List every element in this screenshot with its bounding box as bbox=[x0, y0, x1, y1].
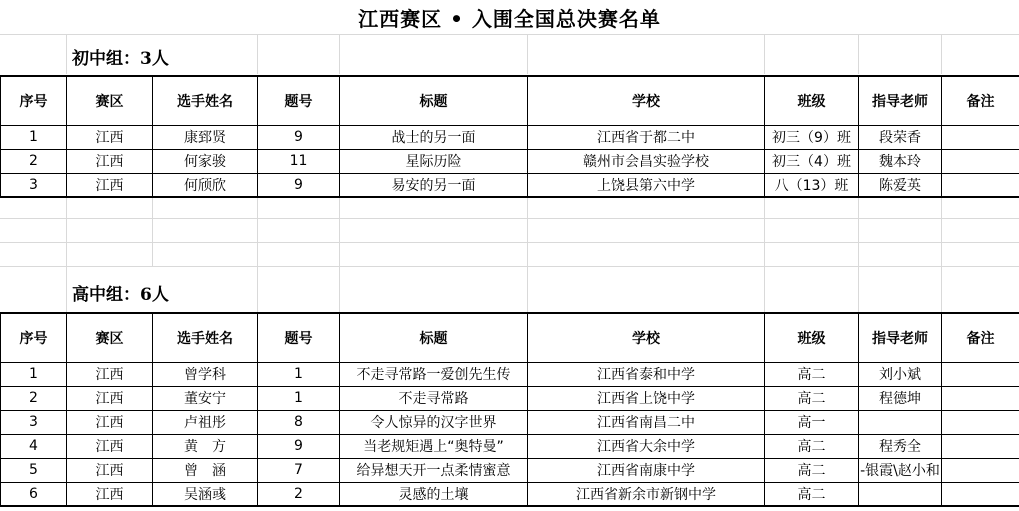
cell bbox=[942, 149, 1019, 173]
column-header: 备注 bbox=[942, 313, 1019, 362]
cell: 战士的另一面 bbox=[340, 125, 528, 149]
cell: 魏本玲 bbox=[859, 149, 942, 173]
cell bbox=[942, 410, 1019, 434]
cell: 当老规矩遇上“奥特曼” bbox=[340, 434, 528, 458]
column-header: 序号 bbox=[1, 313, 67, 362]
cell: 高二 bbox=[765, 386, 859, 410]
group-label-junior: 初中组：3人 bbox=[72, 48, 169, 69]
grid-line bbox=[66, 196, 67, 312]
cell bbox=[942, 386, 1019, 410]
table-row bbox=[1, 434, 1019, 458]
cell bbox=[942, 125, 1019, 149]
cell: 高二 bbox=[765, 434, 859, 458]
column-header: 赛区 bbox=[67, 313, 153, 362]
cell: 初三（9）班 bbox=[765, 125, 859, 149]
cell: 吴涵彧 bbox=[153, 482, 258, 506]
cell bbox=[859, 482, 942, 506]
cell bbox=[859, 410, 942, 434]
cell: 曾学科 bbox=[153, 362, 258, 386]
cell: 4 bbox=[1, 434, 67, 458]
cell: 9 bbox=[258, 434, 340, 458]
column-header: 选手姓名 bbox=[153, 76, 258, 125]
cell: 易安的另一面 bbox=[340, 173, 528, 197]
cell: 江西 bbox=[67, 482, 153, 506]
cell: 星际历险 bbox=[340, 149, 528, 173]
cell: 程德坤 bbox=[859, 386, 942, 410]
cell bbox=[942, 362, 1019, 386]
cell: 江西省新余市新钢中学 bbox=[528, 482, 765, 506]
grid-line bbox=[0, 266, 1019, 267]
table-row bbox=[1, 362, 1019, 386]
grid-line bbox=[257, 34, 258, 74]
cell: -银霞\赵小和 bbox=[859, 458, 942, 482]
cell: 江西 bbox=[67, 173, 153, 197]
cell bbox=[942, 482, 1019, 506]
cell: 初三（4）班 bbox=[765, 149, 859, 173]
column-header: 选手姓名 bbox=[153, 313, 258, 362]
cell: 段荣香 bbox=[859, 125, 942, 149]
grid-line bbox=[257, 196, 258, 312]
senior-table bbox=[0, 312, 1019, 507]
cell: 江西省上饶中学 bbox=[528, 386, 765, 410]
cell: 不走寻常路一爱创先生传 bbox=[340, 362, 528, 386]
table-row bbox=[1, 125, 1019, 149]
cell: 江西省南康中学 bbox=[528, 458, 765, 482]
column-header: 学校 bbox=[528, 313, 765, 362]
cell: 江西省于都二中 bbox=[528, 125, 765, 149]
cell: 江西 bbox=[67, 149, 153, 173]
cell: 赣州市会昌实验学校 bbox=[528, 149, 765, 173]
cell: 令人惊异的汉字世界 bbox=[340, 410, 528, 434]
cell: 1 bbox=[1, 125, 67, 149]
column-header: 学校 bbox=[528, 76, 765, 125]
column-header: 指导老师 bbox=[859, 313, 942, 362]
grid-line bbox=[764, 196, 765, 312]
cell: 1 bbox=[1, 362, 67, 386]
column-header: 赛区 bbox=[67, 76, 153, 125]
cell: 9 bbox=[258, 125, 340, 149]
cell: 程秀全 bbox=[859, 434, 942, 458]
grid-line bbox=[339, 34, 340, 74]
cell: 江西省泰和中学 bbox=[528, 362, 765, 386]
grid-line bbox=[858, 196, 859, 312]
cell bbox=[942, 173, 1019, 197]
cell: 高一 bbox=[765, 410, 859, 434]
cell: 8 bbox=[258, 410, 340, 434]
cell: 江西 bbox=[67, 362, 153, 386]
column-header: 指导老师 bbox=[859, 76, 942, 125]
cell: 卢祖彤 bbox=[153, 410, 258, 434]
junior-table bbox=[0, 75, 1019, 198]
cell bbox=[942, 434, 1019, 458]
cell: 陈爱英 bbox=[859, 173, 942, 197]
cell: 江西 bbox=[67, 125, 153, 149]
cell: 曾 涵 bbox=[153, 458, 258, 482]
cell: 7 bbox=[258, 458, 340, 482]
cell: 黄 方 bbox=[153, 434, 258, 458]
column-header: 标题 bbox=[340, 76, 528, 125]
cell: 董安宁 bbox=[153, 386, 258, 410]
cell: 高二 bbox=[765, 482, 859, 506]
grid-line bbox=[858, 34, 859, 74]
header-row bbox=[1, 76, 1019, 125]
column-header: 题号 bbox=[258, 76, 340, 125]
cell: 江西 bbox=[67, 386, 153, 410]
cell: 江西 bbox=[67, 458, 153, 482]
grid-line bbox=[339, 196, 340, 312]
cell: 江西 bbox=[67, 410, 153, 434]
grid-line bbox=[527, 34, 528, 74]
cell: 高二 bbox=[765, 458, 859, 482]
grid-line bbox=[66, 34, 67, 74]
cell: 9 bbox=[258, 173, 340, 197]
table-row bbox=[1, 482, 1019, 506]
cell: 3 bbox=[1, 173, 67, 197]
column-header: 班级 bbox=[765, 76, 859, 125]
cell: 高二 bbox=[765, 362, 859, 386]
column-header: 题号 bbox=[258, 313, 340, 362]
grid-line bbox=[152, 196, 153, 266]
page-title: 江西赛区 • 入围全国总决赛名单 bbox=[358, 6, 661, 31]
cell: 何家骏 bbox=[153, 149, 258, 173]
column-header: 备注 bbox=[942, 76, 1019, 125]
cell: 不走寻常路 bbox=[340, 386, 528, 410]
column-header: 班级 bbox=[765, 313, 859, 362]
cell: 1 bbox=[258, 386, 340, 410]
table-row bbox=[1, 386, 1019, 410]
cell: 上饶县第六中学 bbox=[528, 173, 765, 197]
cell: 江西省大余中学 bbox=[528, 434, 765, 458]
table-row bbox=[1, 458, 1019, 482]
cell bbox=[942, 458, 1019, 482]
header-row bbox=[1, 313, 1019, 362]
cell: 给异想天开一点柔情蜜意 bbox=[340, 458, 528, 482]
cell: 八（13）班 bbox=[765, 173, 859, 197]
table-row bbox=[1, 173, 1019, 197]
cell: 2 bbox=[258, 482, 340, 506]
table-row bbox=[1, 149, 1019, 173]
cell: 1 bbox=[258, 362, 340, 386]
cell: 江西省南昌二中 bbox=[528, 410, 765, 434]
grid-line bbox=[764, 34, 765, 74]
cell: 何颀欣 bbox=[153, 173, 258, 197]
group-label-senior: 高中组：6人 bbox=[72, 284, 169, 305]
column-header: 序号 bbox=[1, 76, 67, 125]
cell: 2 bbox=[1, 149, 67, 173]
grid-line bbox=[527, 196, 528, 312]
cell: 11 bbox=[258, 149, 340, 173]
cell: 刘小斌 bbox=[859, 362, 942, 386]
cell: 6 bbox=[1, 482, 67, 506]
cell: 康郅贤 bbox=[153, 125, 258, 149]
grid-line bbox=[941, 196, 942, 312]
grid-line bbox=[0, 34, 1019, 35]
cell: 江西 bbox=[67, 434, 153, 458]
cell: 3 bbox=[1, 410, 67, 434]
cell: 5 bbox=[1, 458, 67, 482]
cell: 灵感的土壤 bbox=[340, 482, 528, 506]
cell: 2 bbox=[1, 386, 67, 410]
table-row bbox=[1, 410, 1019, 434]
column-header: 标题 bbox=[340, 313, 528, 362]
grid-line bbox=[941, 34, 942, 74]
